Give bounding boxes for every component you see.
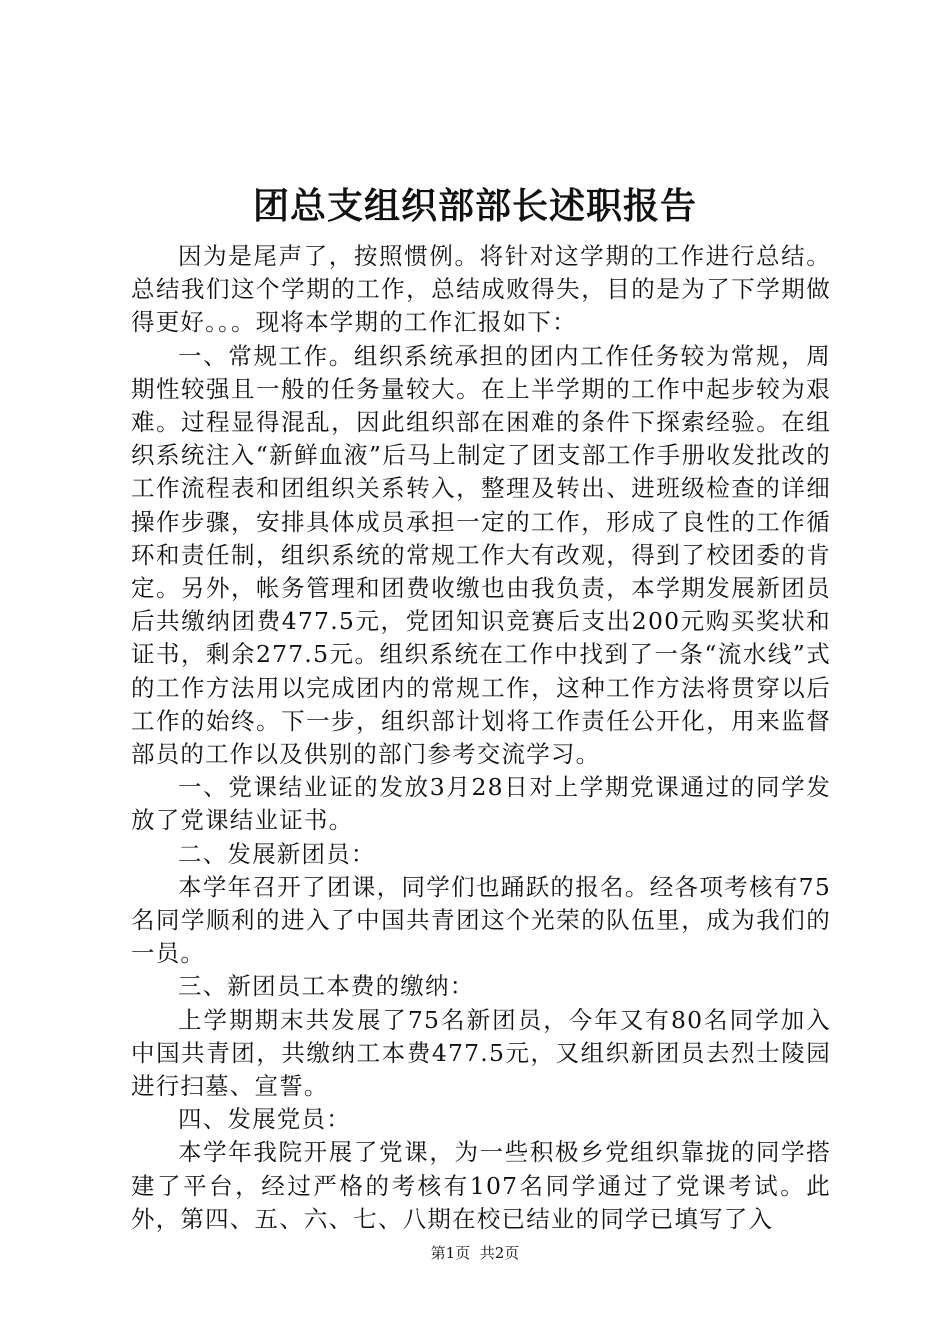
section-heading-party-members: 四、发展党员： (178, 1105, 351, 1134)
document-body (131, 240, 831, 1236)
paragraph-party-certificate: 一、党课结业证的发放3月28日对上学期党课通过的同学发放了党课结业证书。 (131, 773, 831, 835)
page-footer (0, 1243, 950, 1263)
paragraph-routine-work: 一、常规工作。组织系统承担的团内工作任务较为常规，周期性较强且一般的任务量较大。在上半学期的工作中起步较为艰难。过程显得混乱，因此组织部在困难的条件下探索经验。在组织系统注入“新鲜血液”后马上制定了团支部工作手册收发批改的工作流程表和团组织关系转入，整理及转出、进班级检查的详细操作步骤，安排具体成员承担一定的工作，形成了良性的工作循环和责任制，组织系统的常规工作大有改观，得到了校团委的肯定。另外，帐务管理和团费收缴也由我负责，本学期发展新团员后共缴纳团费477.5元，党团知识竞赛后支出200元购买奖状和证书，剩余277.5元。组织系统在工作中找到了一条“流水线”式的工作方法用以完成团内的常规工作，这种工作方法将贯穿以后工作的始终。下一步，组织部计划将工作责任公开化，用来监督部员的工作以及供别的部门参考交流学习。 (131, 341, 831, 769)
paragraph-party-members: 本学年我院开展了党课，为一些积极乡党组织靠拢的同学搭建了平台，经过严格的考核有107名同学通过了党课考试。此外，第四、五、六、七、八期在校已结业的同学已填写了入 (131, 1138, 831, 1233)
section-heading-new-members: 二、发展新团员： (178, 839, 376, 868)
page-number: 第1页 (430, 1244, 471, 1262)
paragraph-new-members: 本学年召开了团课，同学们也踊跃的报名。经各项考核有75名同学顺利的进入了中国共青团这个光荣的队伍里，成为我们的一员。 (131, 872, 831, 968)
paragraph-intro: 因为是尾声了，按照惯例。将针对这学期的工作进行总结。总结我们这个学期的工作，总结成败得失，目的是为了下学期做得更好。。。现将本学期的工作汇报如下： (131, 242, 831, 337)
page-total: 共2页 (479, 1244, 520, 1262)
paragraph-fees: 上学期期末共发展了75名新团员，今年又有80名同学加入中国共青团，共缴纳工本费477.5元，又组织新团员去烈士陵园进行扫墓、宣誓。 (131, 1005, 831, 1101)
document-title: 团总支组织部部长述职报告 (252, 185, 697, 227)
section-heading-fees: 三、新团员工本费的缴纳： (178, 972, 475, 1001)
